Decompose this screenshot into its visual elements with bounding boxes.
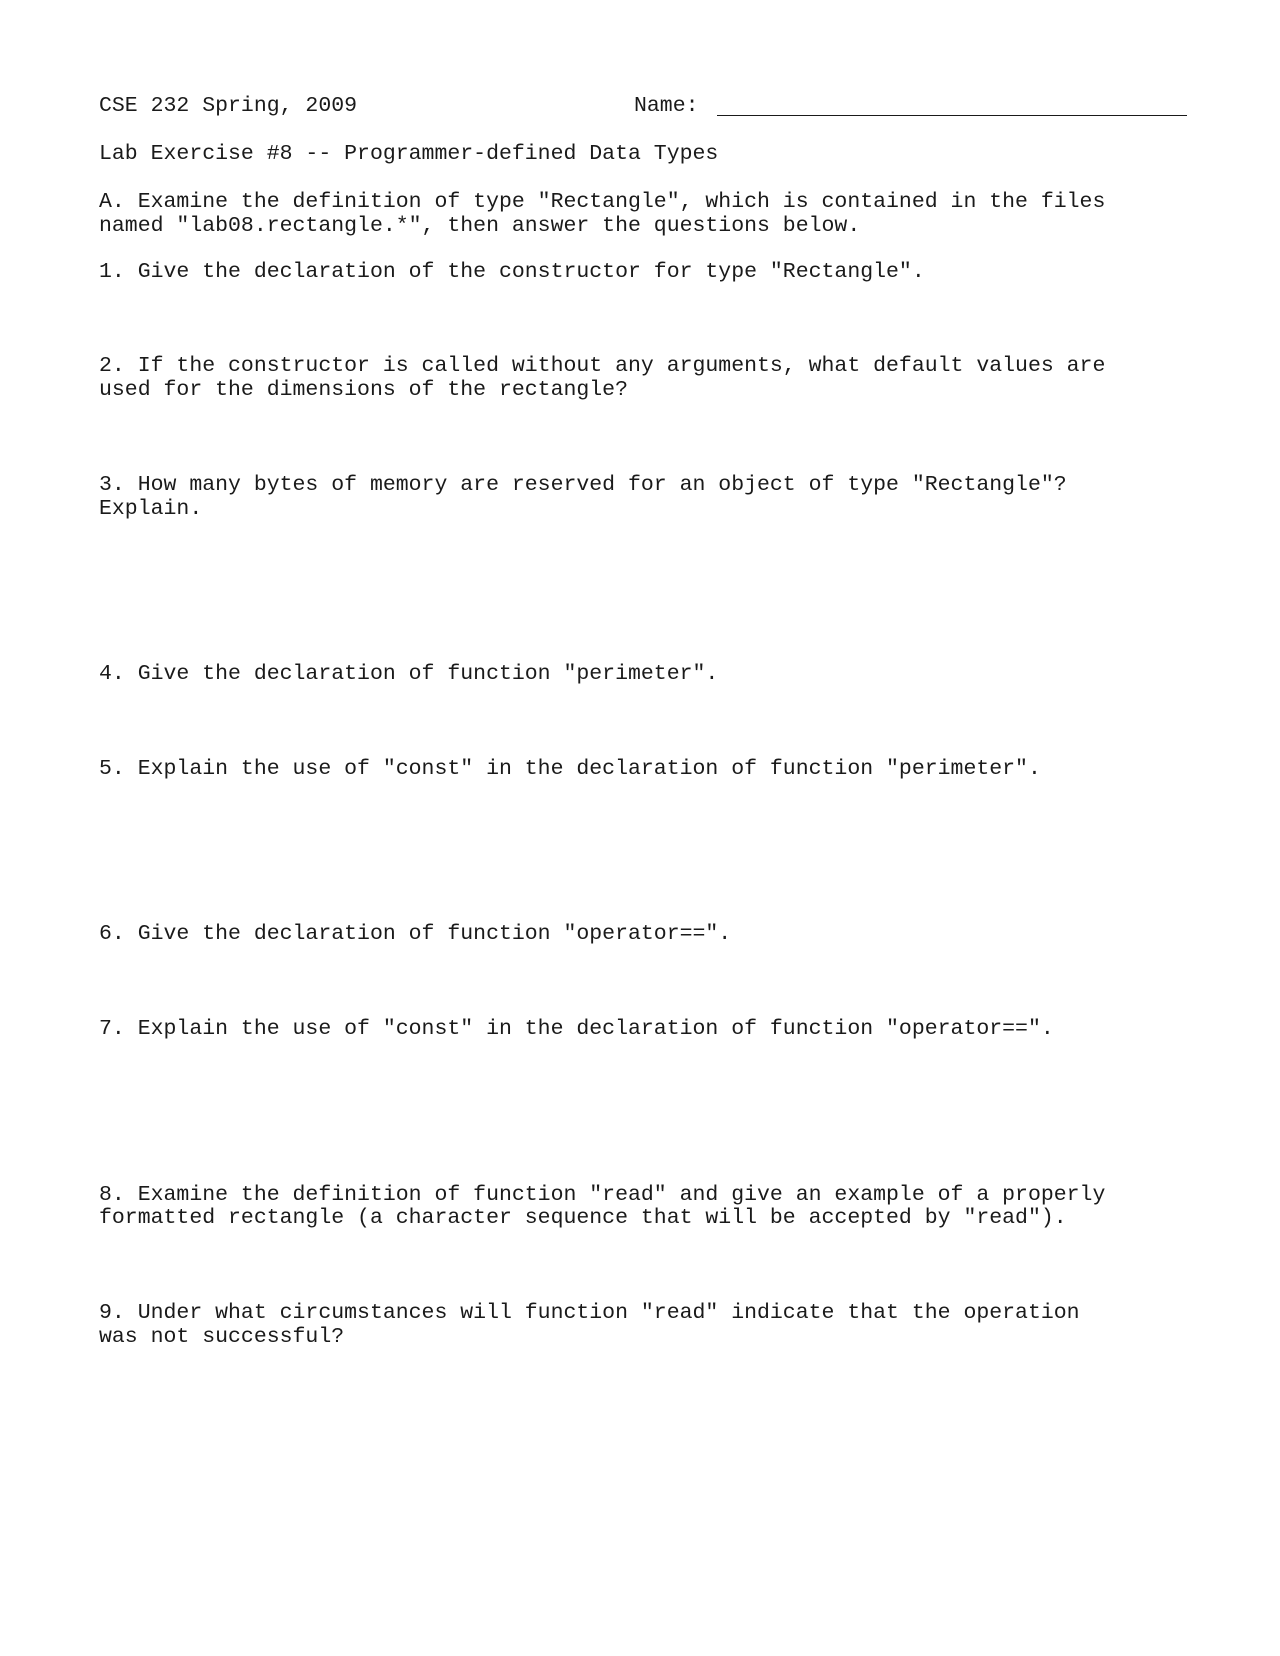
question-2-line-2: used for the dimensions of the rectangle? bbox=[99, 378, 628, 402]
course-header: CSE 232 Spring, 2009 bbox=[99, 94, 358, 118]
question-8-line-1: 8. Examine the definition of function "read" and give an example of a properly bbox=[99, 1183, 1106, 1207]
question-9-line-1: 9. Under what circumstances will function "read" indicate that the operation bbox=[99, 1301, 1080, 1325]
question-1: 1. Give the declaration of the constructor for type "Rectangle". bbox=[99, 260, 925, 284]
question-3-line-1: 3. How many bytes of memory are reserved for an object of type "Rectangle"? bbox=[99, 473, 1067, 497]
page-title: Lab Exercise #8 -- Programmer-defined Data Types bbox=[99, 142, 719, 166]
question-9-line-2: was not successful? bbox=[99, 1325, 345, 1349]
name-label: Name: bbox=[634, 94, 699, 118]
question-6: 6. Give the declaration of function "operator==". bbox=[99, 922, 732, 946]
question-7: 7. Explain the use of "const" in the declaration of function "operator==". bbox=[99, 1017, 1054, 1041]
section-a-line-2: named "lab08.rectangle.*", then answer the questions below. bbox=[99, 214, 861, 238]
question-5: 5. Explain the use of "const" in the declaration of function "perimeter". bbox=[99, 757, 1041, 781]
section-a-line-1: A. Examine the definition of type "Rectangle", which is contained in the files bbox=[99, 190, 1106, 214]
question-4: 4. Give the declaration of function "perimeter". bbox=[99, 662, 719, 686]
question-2-line-1: 2. If the constructor is called without any arguments, what default values are bbox=[99, 354, 1106, 378]
question-3-line-2: Explain. bbox=[99, 497, 203, 521]
question-8-line-2: formatted rectangle (a character sequence that will be accepted by "read"). bbox=[99, 1206, 1067, 1230]
name-field-line[interactable] bbox=[717, 115, 1187, 116]
